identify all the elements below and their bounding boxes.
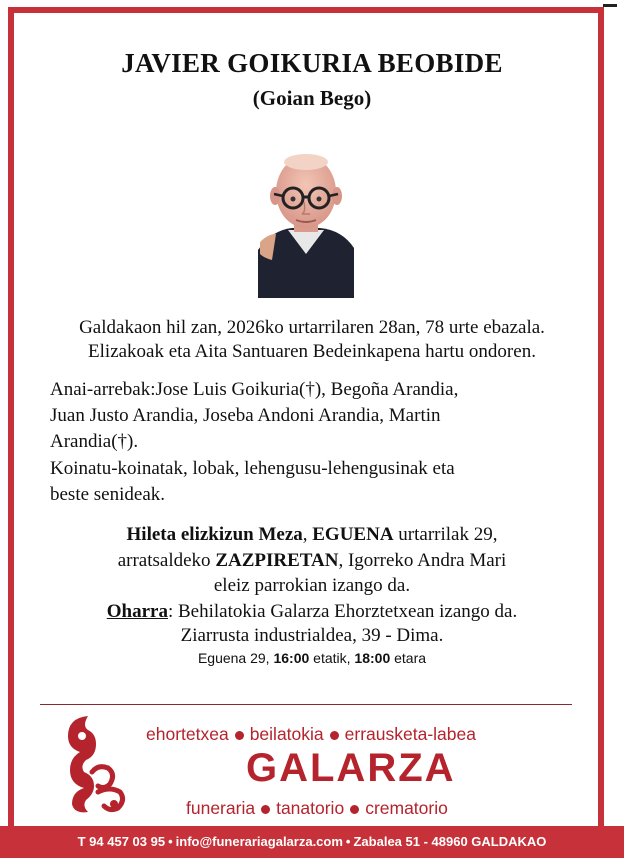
service-basque-3: errausketa-labea (344, 724, 476, 744)
hours-suffix: etara (390, 650, 427, 666)
bullet-icon (330, 731, 339, 740)
service-date: urtarrilak 29, (393, 524, 498, 545)
hours-mid: etatik, (309, 650, 355, 666)
family-line-2: Juan Justo Arandia, Joseba Andoni Arandia, Martin (50, 405, 441, 426)
service-spanish-2: tanatorio (276, 798, 345, 818)
galarza-logo-icon (58, 712, 130, 816)
note-line-1 (0, 600, 624, 623)
note-label: Oharra (106, 601, 168, 622)
service-line-1 (0, 523, 624, 546)
family-line-4: Koinatu-koinatak, lobak, lehengusu-lehengusinak eta (50, 458, 455, 479)
contact-footer (0, 826, 624, 858)
service-basque-1: ehortetxea (146, 724, 229, 744)
deceased-nickname: (Goian Bego) (252, 86, 372, 110)
footer-bullet: • (168, 834, 173, 849)
hours-end: 18:00 (354, 650, 391, 666)
service-line-2 (0, 549, 624, 572)
service-basque-2: beilatokia (249, 724, 324, 744)
divider (40, 704, 572, 705)
service-spanish-1: funeraria (186, 798, 256, 818)
services-basque (146, 724, 476, 745)
service-spanish-3: crematorio (365, 798, 448, 818)
service-line-3: eleiz parrokian izango da. (213, 575, 411, 596)
service-sep: , (302, 524, 313, 545)
deceased-name: JAVIER GOIKURIA BEOBIDE (121, 48, 503, 78)
bullet-icon (235, 731, 244, 740)
intro-line-2: Elizakoak eta Aita Santuaren Bedeinkapena hartu ondoren. (88, 341, 536, 362)
service-day: EGUENA (312, 524, 394, 545)
note-text: : Behilatokia Galarza Ehorztetxean izango da. (167, 601, 518, 622)
family-line-5: beste senideak. (50, 484, 166, 505)
hours-start: 16:00 (273, 650, 310, 666)
service-time: ZAZPIRETAN (215, 550, 339, 571)
bullet-icon (261, 805, 270, 814)
scan-mark (603, 4, 617, 7)
brand-name: GALARZA (246, 746, 456, 790)
time-prefix: arratsaldeko (117, 550, 216, 571)
footer-bullet: • (345, 834, 351, 849)
bullet-icon (350, 805, 359, 814)
services-spanish (186, 798, 448, 819)
hours-prefix: Eguena 29, (197, 650, 274, 666)
portrait-photo (258, 150, 354, 298)
footer-address: Zabalea 51 - 48960 GALDAKAO (353, 834, 547, 849)
service-place: , Igorreko Andra Mari (338, 550, 507, 571)
intro-line-1: Galdakaon hil zan, 2026ko urtarrilaren 28an, 78 urte ebazala. (79, 317, 545, 338)
family-line-3: Arandia(†). (50, 431, 139, 452)
family-line-1: Anai-arrebak:Jose Luis Goikuria(†), Begoña Arandia, (50, 379, 459, 400)
footer-phone: T 94 457 03 95 (77, 834, 166, 849)
note-address: Ziarrusta industrialdea, 39 - Dima. (180, 625, 444, 646)
footer-email[interactable]: info@funerariagalarza.com (175, 834, 343, 849)
mass-label: Hileta elizkizun Meza (126, 524, 303, 545)
visiting-hours (0, 650, 624, 666)
